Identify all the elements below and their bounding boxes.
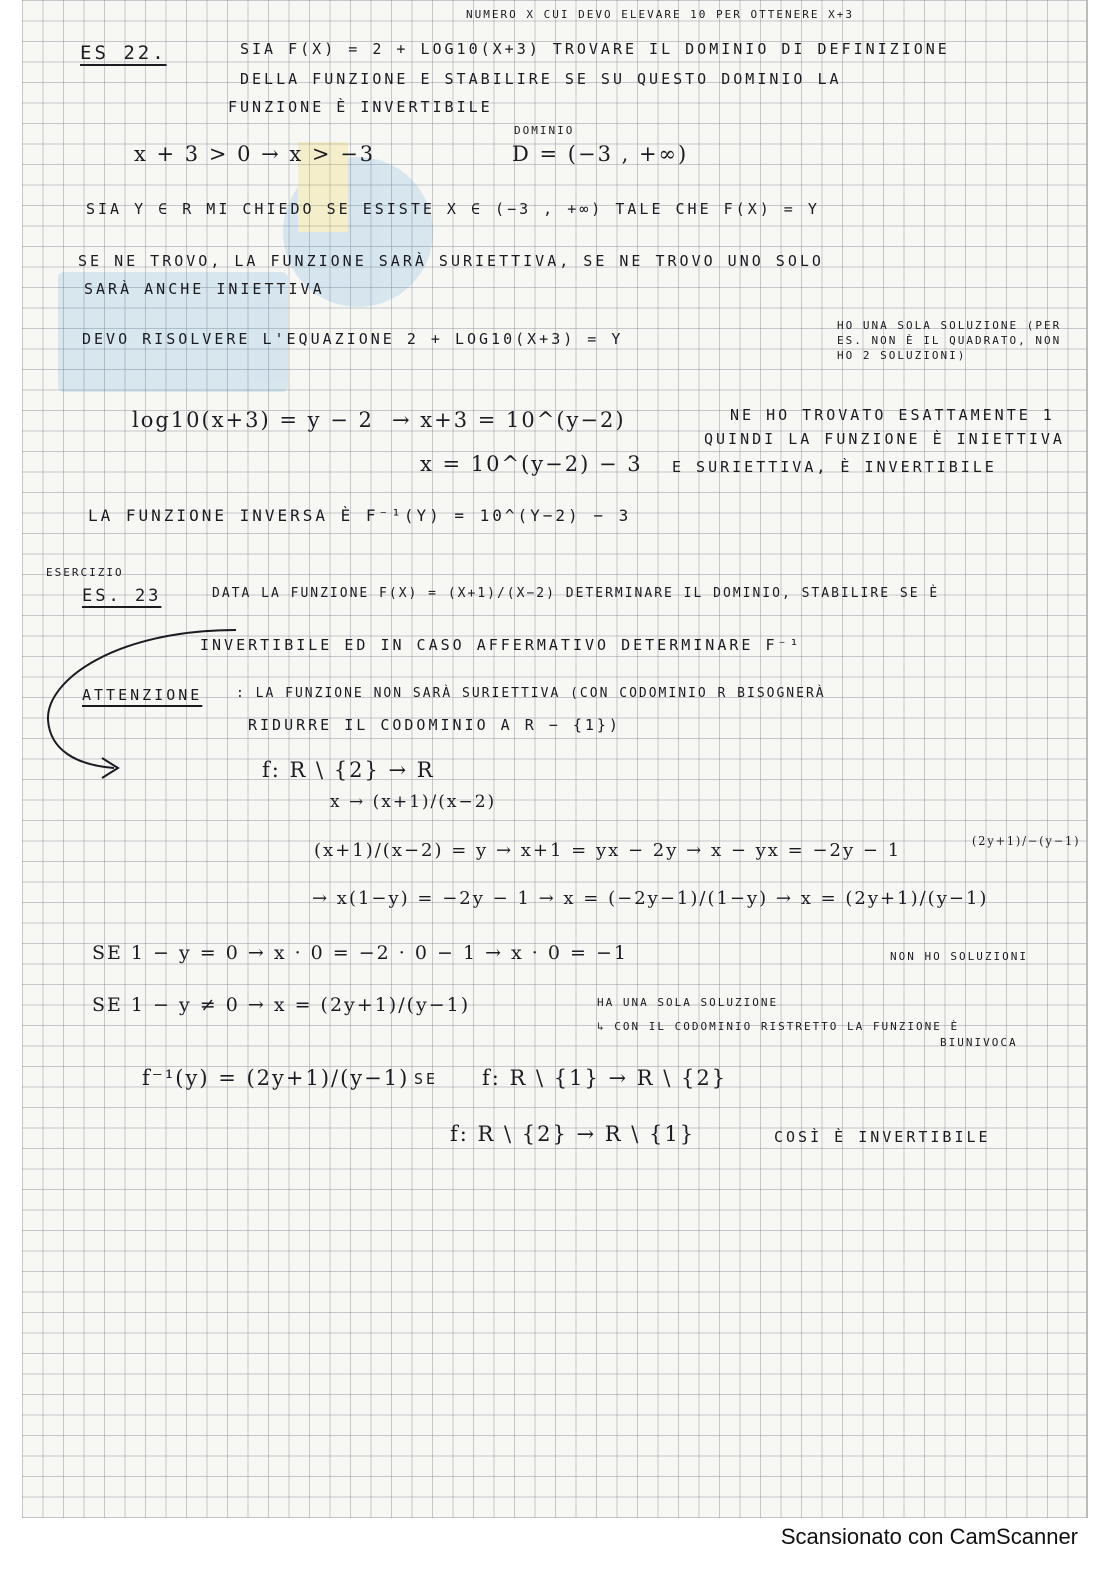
se-word: SE bbox=[414, 1070, 439, 1088]
es22-line-3: SARÀ ANCHE INIETTIVA bbox=[84, 280, 325, 298]
solve-2: → x(1−y) = −2y − 1 → x = (−2y−1)/(1−y) → x = (2y+1)/(y−1) bbox=[312, 888, 989, 909]
case-1-note: NON HO SOLUZIONI bbox=[890, 950, 1028, 963]
map-4: f: R \ {2} → R \ {1} bbox=[450, 1122, 696, 1146]
map-1: f: R \ {2} → R bbox=[262, 758, 435, 782]
notebook-page bbox=[22, 0, 1088, 1518]
es22-line-4: DEVO RISOLVERE L'EQUAZIONE 2 + LOG10(X+3) = Y bbox=[82, 330, 624, 348]
attention-label: ATTENZIONE bbox=[82, 686, 203, 704]
esercizio-word: ESERCIZIO bbox=[46, 566, 124, 579]
eq-x: x = 10^(y−2) − 3 bbox=[420, 452, 643, 476]
map-2: x → (x+1)/(x−2) bbox=[330, 792, 497, 812]
inverse-function: LA FUNZIONE INVERSA È F⁻¹(Y) = 10^(Y−2) − 3 bbox=[88, 506, 632, 525]
side-note: HO UNA SOLA SOLUZIONE (PER ES. NON È IL QUADRATO, NON HO 2 SOLUZIONI) bbox=[837, 319, 1062, 362]
eq-log: log10(x+3) = y − 2 bbox=[132, 408, 374, 432]
conclusion-2: QUINDI LA FUNZIONE È INIETTIVA bbox=[704, 430, 1065, 448]
case-2-note-2: ↳ CON IL CODOMINIO RISTRETTO LA FUNZIONE È bbox=[597, 1020, 960, 1033]
curved-arrow bbox=[36, 620, 246, 790]
conclusion-3: E SURIETTIVA, È INVERTIBILE bbox=[672, 458, 997, 476]
inverse-formula: f⁻¹(y) = (2y+1)/(y−1) bbox=[142, 1066, 410, 1090]
es22-prompt-3: FUNZIONE È INVERTIBILE bbox=[228, 98, 493, 116]
conclusion-1: NE HO TROVATO ESATTAMENTE 1 bbox=[730, 406, 1055, 424]
dominio-label: DOMINIO bbox=[514, 124, 575, 137]
es22-line-1: SIA Y ∈ R MI CHIEDO SE ESISTE X ∈ (−3 , +∞) TALE CHE F(X) = Y bbox=[86, 200, 820, 218]
es22-label: ES 22. bbox=[80, 42, 167, 64]
es23-prompt-1: DATA LA FUNZIONE F(X) = (X+1)/(X−2) DETERMINARE IL DOMINIO, STABILIRE SE È bbox=[212, 586, 940, 601]
case-2-note-1: HA UNA SOLA SOLUZIONE bbox=[597, 996, 779, 1009]
es23-label: ES. 23 bbox=[82, 586, 162, 606]
side-fraction: (2y+1)/−(y−1) bbox=[972, 834, 1081, 848]
case-2: SE 1 − y ≠ 0 → x = (2y+1)/(y−1) bbox=[92, 994, 471, 1016]
final-statement: COSÌ È INVERTIBILE bbox=[774, 1128, 991, 1146]
eq-exp: → x+3 = 10^(y−2) bbox=[392, 408, 626, 432]
solve-1: (x+1)/(x−2) = y → x+1 = yx − 2y → x − yx = −2y − 1 bbox=[314, 840, 902, 861]
domain-condition: x + 3 > 0 → x > −3 bbox=[134, 142, 376, 166]
es22-prompt-2: DELLA FUNZIONE E STABILIRE SE SU QUESTO DOMINIO LA bbox=[240, 70, 842, 88]
case-1: SE 1 − y = 0 → x · 0 = −2 · 0 − 1 → x · 0 = −1 bbox=[92, 942, 628, 964]
top-note: NUMERO X CUI DEVO ELEVARE 10 PER OTTENERE X+3 bbox=[466, 8, 855, 21]
domain-result: D = (−3 , +∞) bbox=[512, 142, 689, 166]
attention-note-1: : LA FUNZIONE NON SARÀ SURIETTIVA (CON CODOMINIO R BISOGNERÀ bbox=[236, 686, 826, 701]
scanner-footer: Scansionato con CamScanner bbox=[780, 1524, 1078, 1549]
es22-prompt-1: SIA F(X) = 2 + LOG10(X+3) TROVARE IL DOMINIO DI DEFINIZIONE bbox=[240, 40, 950, 58]
map-3: f: R \ {1} → R \ {2} bbox=[482, 1066, 728, 1090]
es22-line-2: SE NE TROVO, LA FUNZIONE SARÀ SURIETTIVA, SE NE TROVO UNO SOLO bbox=[78, 252, 824, 270]
attention-note-2: RIDURRE IL CODOMINIO A R − {1}) bbox=[248, 716, 621, 734]
es23-prompt-2: INVERTIBILE ED IN CASO AFFERMATIVO DETERMINARE F⁻¹ bbox=[200, 636, 802, 654]
case-2-note-3: BIUNIVOCA bbox=[940, 1036, 1018, 1049]
